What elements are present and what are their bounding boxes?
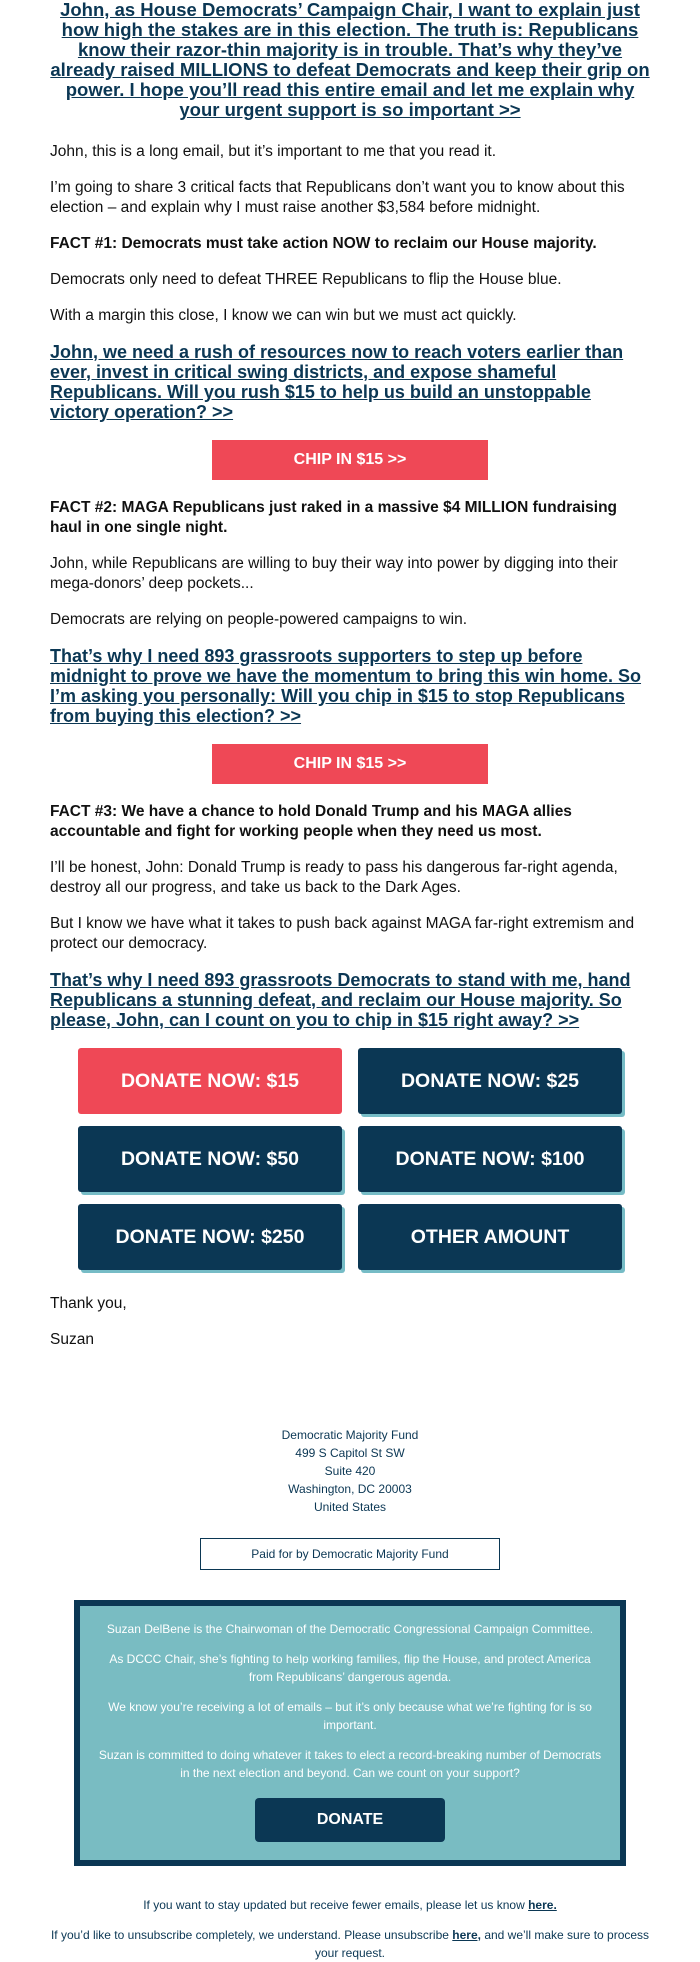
address-city: Washington, DC 20003 <box>288 1482 412 1496</box>
chip-in-button-1[interactable]: CHIP IN $15 >> <box>212 440 488 480</box>
fact-2-cta-link[interactable]: That’s why I need 893 grassroots supporters to step up before midnight to prove we have the momentum to bring this win home. So I’m asking you personally: Will you chip in $15 to stop Republicans from buying this election? >> <box>50 646 642 726</box>
address-street: 499 S Capitol St SW <box>295 1446 405 1460</box>
info-box <box>74 1600 626 1866</box>
fact-3-heading: FACT #3: We have a chance to hold Donald Trump and his MAGA allies accountable and fight for working people when they need us most. <box>50 803 572 840</box>
donate-15-button[interactable]: DONATE NOW: $15 <box>78 1048 342 1114</box>
donate-25-button[interactable]: DONATE NOW: $25 <box>358 1048 622 1114</box>
info-box-paragraph-2: As DCCC Chair, she’s fighting to help working families, flip the House, and protect America from Republicans’ dangerous agenda. <box>109 1652 591 1684</box>
donate-50-button[interactable]: DONATE NOW: $50 <box>78 1126 342 1192</box>
unsubscribe-text-post: and we’ll make sure to process your request. <box>314 1928 650 1960</box>
fact-1-paragraph-1: Democrats only need to defeat THREE Republicans to flip the House blue. <box>50 271 562 288</box>
address-org: Democratic Majority Fund <box>281 1428 419 1442</box>
fact-1-heading: FACT #1: Democrats must take action NOW to reclaim our House majority. <box>50 235 597 252</box>
info-box-donate-button[interactable]: DONATE <box>255 1798 445 1842</box>
donate-100-button[interactable]: DONATE NOW: $100 <box>358 1126 622 1192</box>
hero-link[interactable]: John, as House Democrats’ Campaign Chair, I want to explain just how high the stakes are in this election. The truth is: Republicans know their razor-thin majority is in trouble. That’s why they’ve already raised MILLIONS to defeat Democrats and keep their grip on power. I hope you’ll read this entire email and let me explain why your urgent support is so important >> <box>50 0 650 120</box>
address-country: United States <box>313 1500 387 1514</box>
chip-in-container-2 <box>50 744 650 784</box>
fact-3-paragraph-2: But I know we have what it takes to push back against MAGA far-right extremism and protect our democracy. <box>50 915 635 952</box>
email-body <box>50 0 650 1962</box>
unsubscribe-link[interactable]: here, <box>452 1928 481 1942</box>
donate-button-grid <box>50 1048 650 1270</box>
fact-2-paragraph-2: Democrats are relying on people-powered campaigns to win. <box>50 611 467 628</box>
paid-for-disclaimer: Paid for by Democratic Majority Fund <box>200 1538 500 1570</box>
fact-2-paragraph-1: John, while Republicans are willing to buy their way into power by digging into their mega-donors’ deep pockets... <box>50 555 618 592</box>
email-footer <box>50 1896 650 1962</box>
fact-2-heading: FACT #2: MAGA Republicans just raked in a massive $4 MILLION fundraising haul in one single night. <box>50 499 618 536</box>
address-suite: Suite 420 <box>324 1464 376 1478</box>
fact-1-paragraph-2: With a margin this close, I know we can win but we must act quickly. <box>50 307 517 324</box>
fact-1-cta-link[interactable]: John, we need a rush of resources now to reach voters earlier than ever, invest in critical swing districts, and expose shameful Republicans. Will you rush $15 to help us build an unstoppable victory operation? >> <box>50 342 624 422</box>
signoff-thanks: Thank you, <box>50 1295 127 1312</box>
info-box-paragraph-1: Suzan DelBene is the Chairwoman of the Democratic Congressional Campaign Committee. <box>106 1622 594 1636</box>
fewer-emails-text: If you want to stay updated but receive fewer emails, please let us know <box>143 1898 525 1912</box>
fewer-emails-line <box>50 1896 650 1914</box>
signoff-name: Suzan <box>50 1331 94 1348</box>
unsubscribe-text-pre: If you’d like to unsubscribe completely, we understand. Please unsubscribe <box>50 1928 449 1942</box>
intro-paragraph-1: John, this is a long email, but it’s important to me that you read it. <box>50 143 496 160</box>
info-box-paragraph-3: We know you’re receiving a lot of emails – but it’s only because what we’re fighting for is so important. <box>108 1700 592 1732</box>
fact-3-paragraph-1: I’ll be honest, John: Donald Trump is ready to pass his dangerous far-right agenda, destroy all our progress, and take us back to the Dark Ages. <box>50 859 618 896</box>
intro-paragraph-2: I’m going to share 3 critical facts that Republicans don’t want you to know about this election – and explain why I must raise another $3,584 before midnight. <box>50 179 625 216</box>
chip-in-button-2[interactable]: CHIP IN $15 >> <box>212 744 488 784</box>
fewer-emails-link[interactable]: here. <box>528 1898 557 1912</box>
unsubscribe-line <box>50 1926 650 1962</box>
mailing-address <box>50 1426 650 1516</box>
donate-250-button[interactable]: DONATE NOW: $250 <box>78 1204 342 1270</box>
info-box-paragraph-4: Suzan is committed to doing whatever it takes to elect a record-breaking number of Democrats in the next election and beyond. Can we count on your support? <box>98 1748 602 1780</box>
fact-3-cta-link[interactable]: That’s why I need 893 grassroots Democrats to stand with me, hand Republicans a stunning defeat, and reclaim our House majority. So please, John, can I count on you to chip in $15 right away? >> <box>50 970 631 1030</box>
chip-in-container-1 <box>50 440 650 480</box>
other-amount-button[interactable]: OTHER AMOUNT <box>358 1204 622 1270</box>
